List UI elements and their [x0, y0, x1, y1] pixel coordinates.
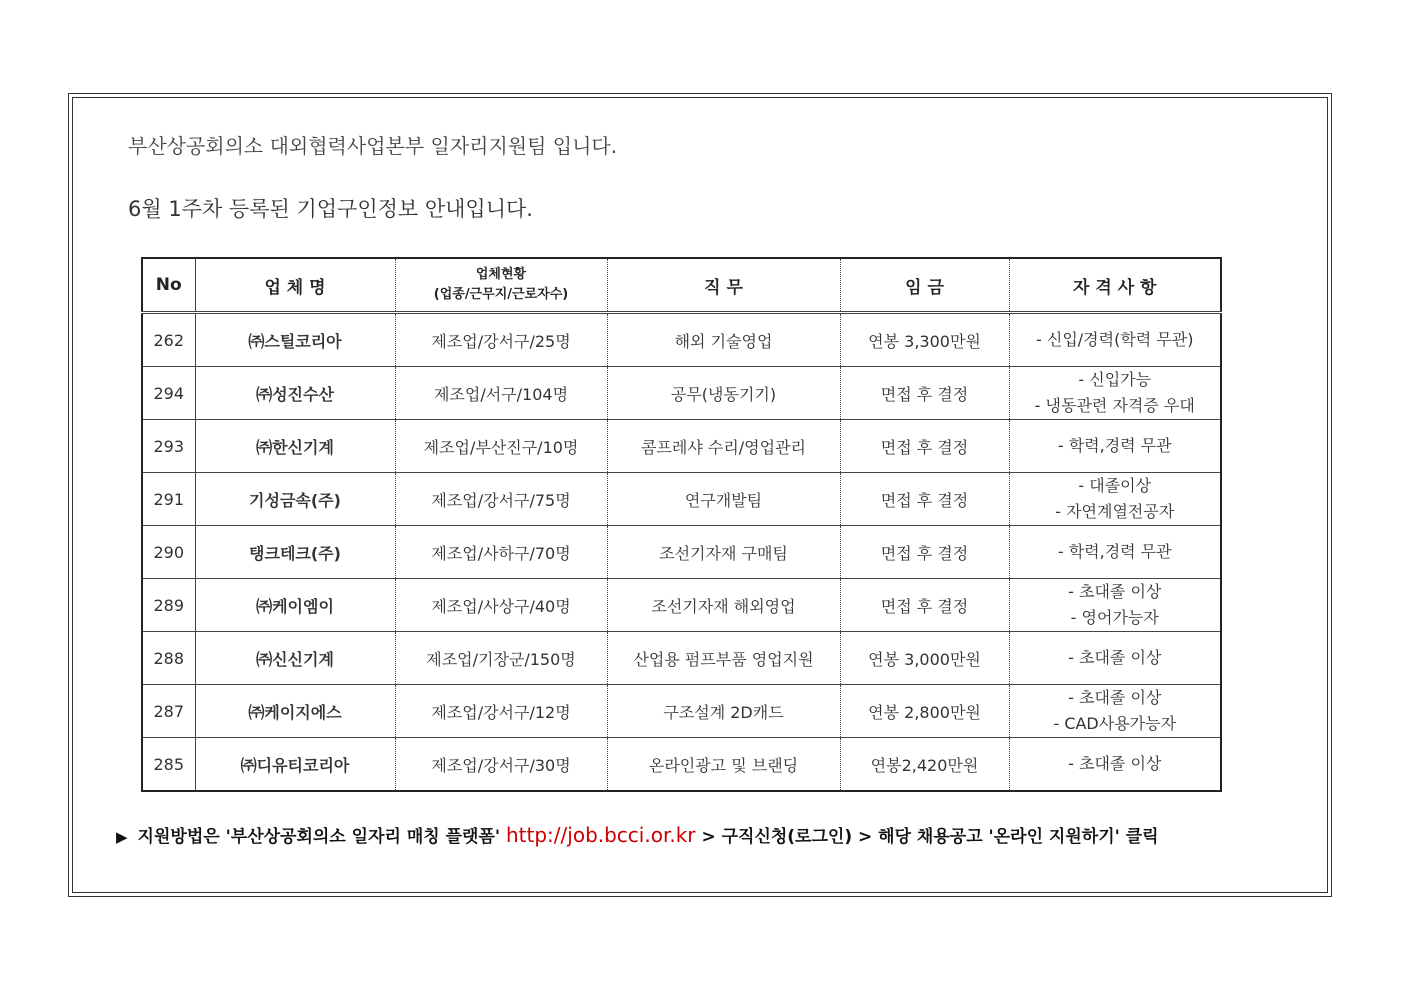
company-name: ㈜스틸코리아	[195, 313, 395, 367]
qualification	[1009, 685, 1221, 738]
header-status-title: 업체현황	[475, 267, 527, 282]
company-name: 기성금속(주)	[195, 473, 395, 526]
qualification	[1009, 526, 1221, 579]
table-row	[142, 738, 1221, 792]
triangle-arrow-icon: ▶	[116, 828, 128, 846]
apply-instructions-prefix: 지원방법은 '부산상공회의소 일자리 매칭 플랫폼'	[137, 827, 501, 847]
row-number: 288	[142, 632, 195, 685]
job-platform-link[interactable]: http://job.bcci.or.kr	[506, 823, 696, 847]
job-duty: 해외 기술영업	[607, 313, 840, 367]
wage: 면접 후 결정	[840, 473, 1009, 526]
apply-instructions-suffix: > 구직신청(로그인) > 해당 채용공고 '온라인 지원하기' 클릭	[701, 827, 1159, 847]
table-row	[142, 632, 1221, 685]
job-listing-table	[141, 257, 1222, 792]
row-number: 291	[142, 473, 195, 526]
row-number: 289	[142, 579, 195, 632]
table-row	[142, 420, 1221, 473]
job-duty: 구조설계 2D캐드	[607, 685, 840, 738]
company-status: 제조업/강서구/30명	[395, 738, 607, 792]
company-status: 제조업/부산진구/10명	[395, 420, 607, 473]
header-qualification: 자 격 사 항	[1009, 258, 1221, 313]
table-row	[142, 473, 1221, 526]
qualification-line: - 학력,경력 무관	[1057, 436, 1172, 455]
qualification-line: - 초대졸 이상	[1068, 648, 1162, 667]
company-status: 제조업/강서구/12명	[395, 685, 607, 738]
qualification-line: - 대졸이상	[1078, 476, 1152, 495]
job-duty: 조선기자재 해외영업	[607, 579, 840, 632]
company-name: ㈜케이지에스	[195, 685, 395, 738]
company-status: 제조업/강서구/25명	[395, 313, 607, 367]
row-number: 293	[142, 420, 195, 473]
company-name: ㈜케이엠이	[195, 579, 395, 632]
qualification-line: - 영어가능자	[1070, 608, 1159, 627]
table-body	[142, 313, 1221, 792]
company-name: ㈜디유티코리아	[195, 738, 395, 792]
table-row	[142, 579, 1221, 632]
wage: 연봉 3,000만원	[840, 632, 1009, 685]
company-status: 제조업/사상구/40명	[395, 579, 607, 632]
qualification	[1009, 367, 1221, 420]
qualification-line: - 초대졸 이상	[1068, 754, 1162, 773]
header-duty: 직 무	[607, 258, 840, 313]
row-number: 287	[142, 685, 195, 738]
job-duty: 온라인광고 및 브랜딩	[607, 738, 840, 792]
wage: 연봉2,420만원	[840, 738, 1009, 792]
qualification	[1009, 313, 1221, 367]
qualification-line: - 초대졸 이상	[1068, 582, 1162, 601]
wage: 면접 후 결정	[840, 367, 1009, 420]
qualification-line: - 학력,경력 무관	[1057, 542, 1172, 561]
table-row	[142, 313, 1221, 367]
qualification-line: - 초대졸 이상	[1068, 688, 1162, 707]
row-number: 294	[142, 367, 195, 420]
job-duty: 공무(냉동기기)	[607, 367, 840, 420]
qualification	[1009, 579, 1221, 632]
header-status-detail: (업종/근무지/근로자수)	[433, 287, 569, 302]
wage: 면접 후 결정	[840, 420, 1009, 473]
wage: 면접 후 결정	[840, 579, 1009, 632]
qualification-line: - 냉동관련 자격증 우대	[1034, 396, 1195, 415]
header-wage: 임 금	[840, 258, 1009, 313]
qualification-line: - CAD사용가능자	[1053, 714, 1177, 733]
company-status: 제조업/사하구/70명	[395, 526, 607, 579]
qualification-line: - 신입가능	[1078, 370, 1152, 389]
header-status	[395, 258, 607, 313]
qualification	[1009, 473, 1221, 526]
row-number: 285	[142, 738, 195, 792]
qualification-line: - 자연계열전공자	[1055, 502, 1175, 521]
company-status: 제조업/강서구/75명	[395, 473, 607, 526]
company-status: 제조업/서구/104명	[395, 367, 607, 420]
table-row	[142, 685, 1221, 738]
table-row	[142, 526, 1221, 579]
wage: 면접 후 결정	[840, 526, 1009, 579]
row-number: 262	[142, 313, 195, 367]
job-duty: 연구개발팀	[607, 473, 840, 526]
company-name: ㈜한신기계	[195, 420, 395, 473]
company-status: 제조업/기장군/150명	[395, 632, 607, 685]
job-duty: 콤프레샤 수리/영업관리	[607, 420, 840, 473]
company-name: ㈜신신기계	[195, 632, 395, 685]
qualification	[1009, 738, 1221, 792]
company-name: 탱크테크(주)	[195, 526, 395, 579]
header-no: No	[142, 258, 195, 313]
table-row	[142, 367, 1221, 420]
qualification	[1009, 420, 1221, 473]
job-duty: 산업용 펌프부품 영업지원	[607, 632, 840, 685]
table-header-row	[142, 258, 1221, 313]
company-name: ㈜성진수산	[195, 367, 395, 420]
intro-team-line: 부산상공회의소 대외협력사업본부 일자리지원팀 입니다.	[128, 134, 618, 158]
qualification	[1009, 632, 1221, 685]
row-number: 290	[142, 526, 195, 579]
wage: 연봉 3,300만원	[840, 313, 1009, 367]
wage: 연봉 2,800만원	[840, 685, 1009, 738]
qualification-line: - 신입/경력(학력 무관)	[1036, 330, 1194, 349]
header-company: 업 체 명	[195, 258, 395, 313]
job-duty: 조선기자재 구매팀	[607, 526, 840, 579]
intro-notice-line: 6월 1주차 등록된 기업구인정보 안내입니다.	[128, 197, 533, 221]
apply-instructions	[116, 822, 1159, 847]
